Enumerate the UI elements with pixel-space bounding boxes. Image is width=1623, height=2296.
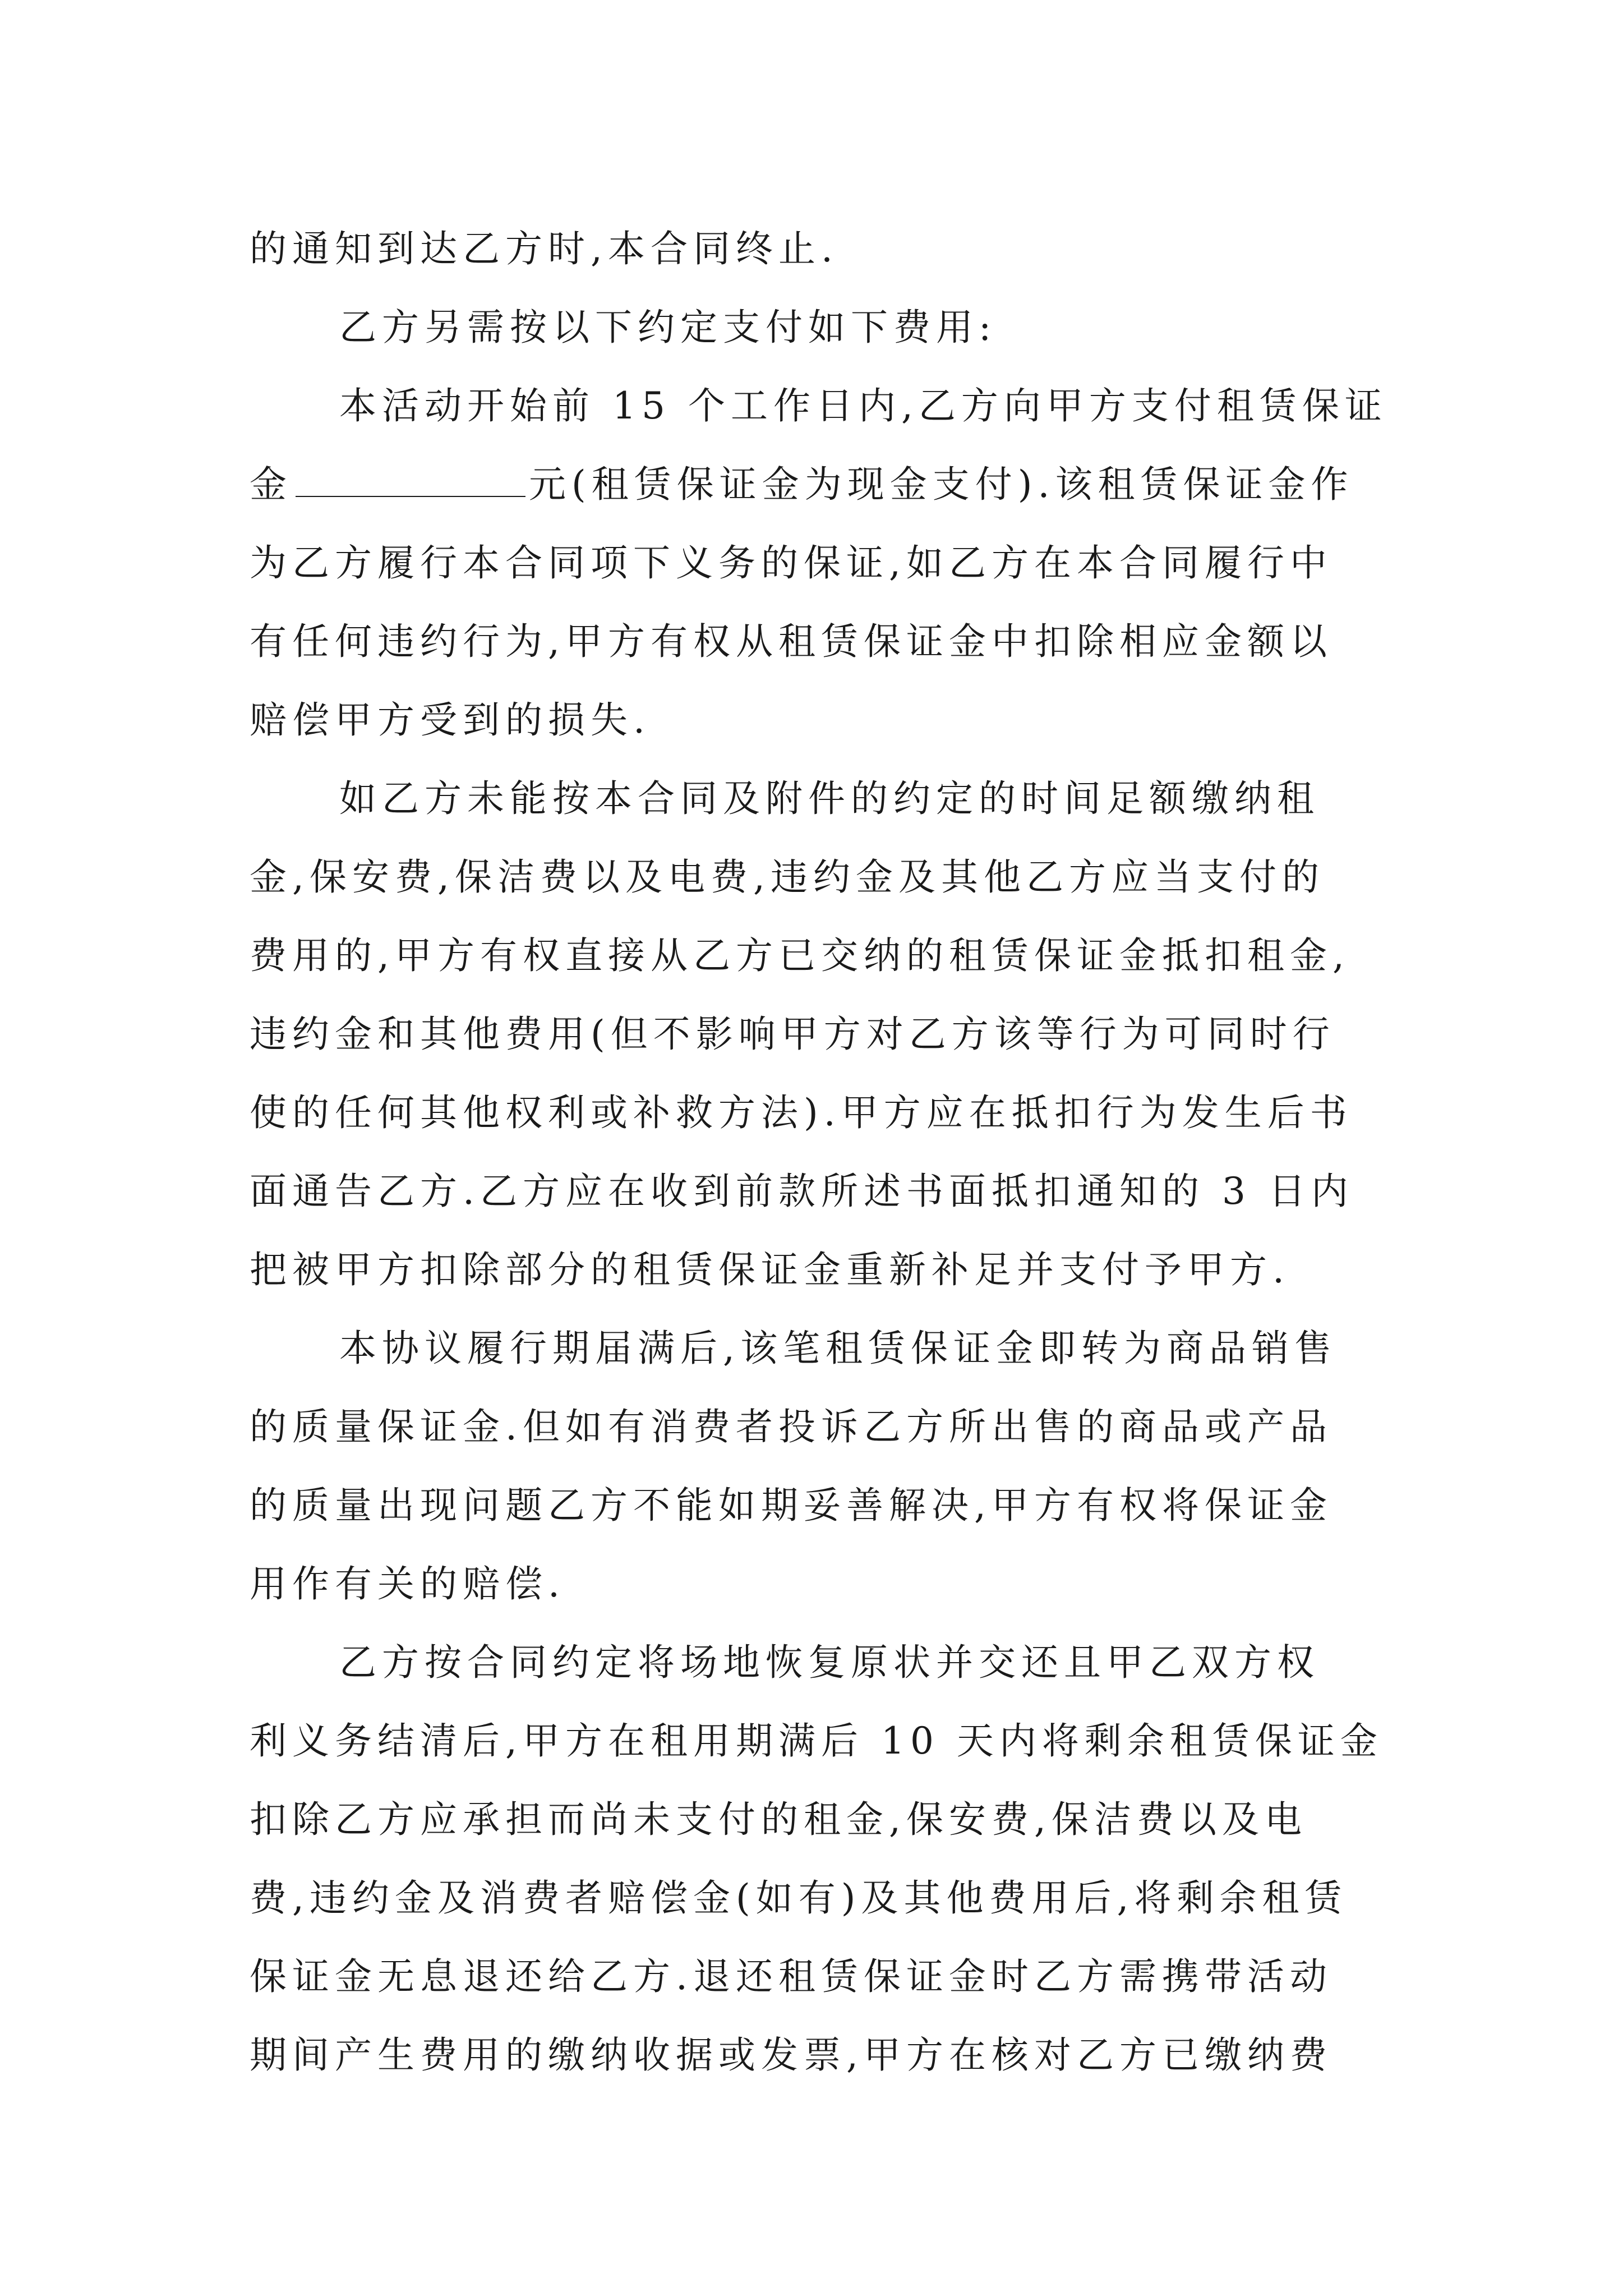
text-line: 金,保安费,保洁费以及电费,违约金及其他乙方应当支付的 bbox=[250, 855, 1325, 899]
text-line: 本活动开始前 15 个工作日内,乙方向甲方支付租赁保证 bbox=[339, 384, 1387, 427]
text-line: 的质量出现问题乙方不能如期妥善解决,甲方有权将保证金 bbox=[250, 1484, 1332, 1527]
text-line: 违约金和其他费用(但不影响甲方对乙方该等行为可同时行 bbox=[250, 1013, 1335, 1056]
text-fragment: 元(租赁保证金为现金支付).该租赁保证金作 bbox=[529, 463, 1354, 506]
text-line: 保证金无息退还给乙方.退还租赁保证金时乙方需携带活动 bbox=[250, 1955, 1332, 1998]
text-line: 费,违约金及消费者赔偿金(如有)及其他费用后,将剩余租赁 bbox=[250, 1876, 1348, 1920]
fill-in-blank bbox=[296, 464, 525, 497]
text-line: 乙方按合同约定将场地恢复原状并交还且甲乙双方权 bbox=[339, 1641, 1320, 1684]
text-fragment: 金 bbox=[250, 463, 292, 506]
text-line: 把被甲方扣除部分的租赁保证金重新补足并支付予甲方. bbox=[250, 1248, 1290, 1291]
text-line: 用作有关的赔偿. bbox=[250, 1562, 565, 1605]
text-line: 乙方另需按以下约定支付如下费用: bbox=[339, 306, 997, 349]
text-line: 面通告乙方.乙方应在收到前款所述书面抵扣通知的 3 日内 bbox=[250, 1170, 1354, 1213]
text-line: 赔偿甲方受到的损失. bbox=[250, 698, 651, 742]
text-line: 如乙方未能按本合同及附件的约定的时间足额缴纳租 bbox=[339, 777, 1320, 820]
text-line: 使的任何其他权利或补救方法).甲方应在抵扣行为发生后书 bbox=[250, 1091, 1353, 1134]
text-line-with-blank bbox=[250, 445, 1382, 524]
text-line: 期间产生费用的缴纳收据或发票,甲方在核对乙方已缴纳费 bbox=[250, 2033, 1332, 2077]
text-line: 利义务结清后,甲方在租用期满后 10 天内将剩余租赁保证金 bbox=[250, 1719, 1383, 1763]
text-line: 有任何违约行为,甲方有权从租赁保证金中扣除相应金额以 bbox=[250, 620, 1332, 663]
text-line: 扣除乙方应承担而尚未支付的租金,保安费,保洁费以及电 bbox=[250, 1798, 1307, 1841]
text-line: 本协议履行期届满后,该笔租赁保证金即转为商品销售 bbox=[339, 1327, 1337, 1370]
text-line: 费用的,甲方有权直接从乙方已交纳的租赁保证金抵扣租金, bbox=[250, 934, 1350, 977]
text-line: 的质量保证金.但如有消费者投诉乙方所出售的商品或产品 bbox=[250, 1405, 1332, 1448]
text-line: 为乙方履行本合同项下义务的保证,如乙方在本合同履行中 bbox=[250, 541, 1332, 585]
document-body bbox=[250, 210, 1387, 2095]
text-line: 的通知到达乙方时,本合同终止. bbox=[250, 227, 838, 270]
